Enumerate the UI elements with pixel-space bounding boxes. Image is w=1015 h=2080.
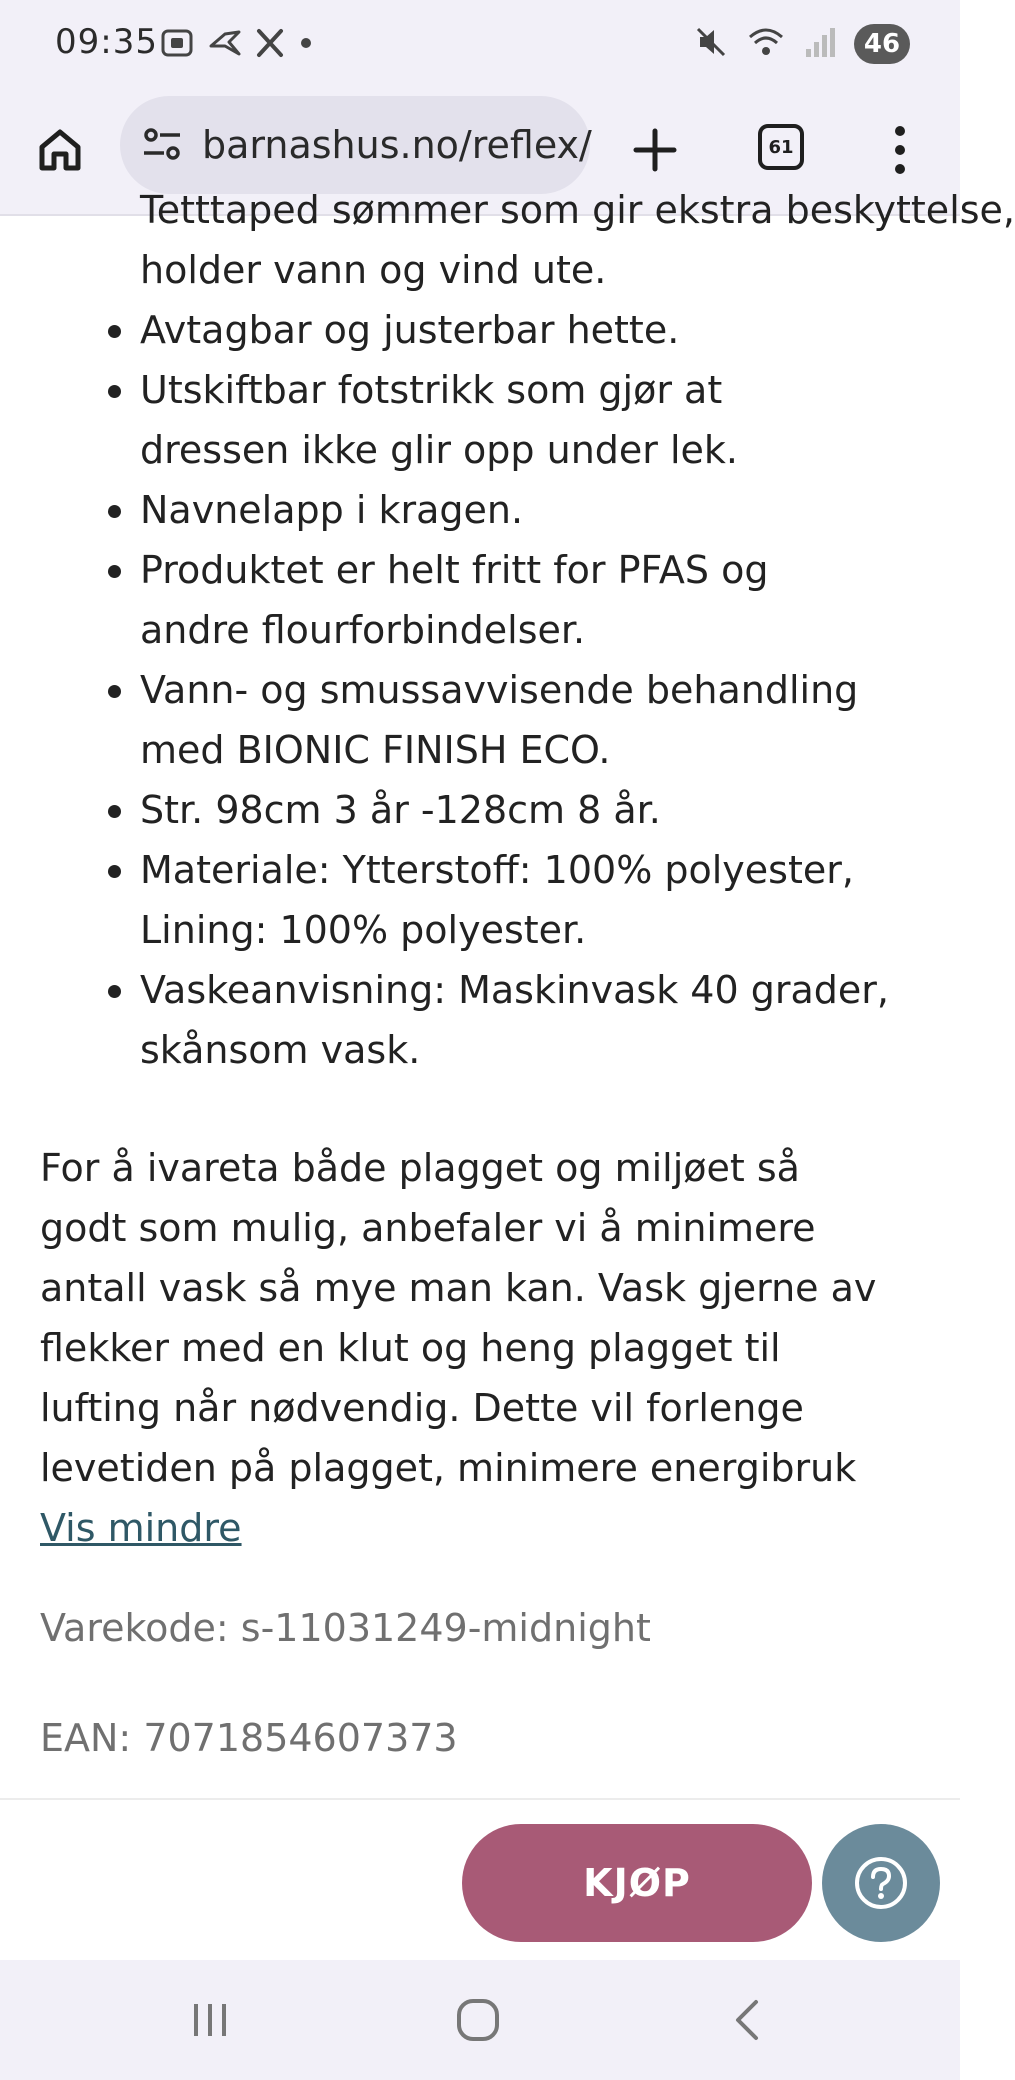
paragraph-line: flekker med en klut og heng plagget til — [40, 1326, 781, 1370]
back-button[interactable] — [718, 1990, 778, 2050]
wifi-icon — [746, 25, 786, 63]
ean-code: EAN: 7071854607373 — [40, 1716, 458, 1760]
help-button[interactable] — [822, 1824, 940, 1942]
product-description — [0, 188, 1015, 1798]
mute-icon — [694, 25, 728, 63]
paragraph-line: levetiden på plagget, minimere energibruk — [40, 1446, 857, 1490]
product-code: Varekode: s-11031249-midnight — [40, 1606, 651, 1650]
feature-item — [0, 840, 960, 900]
feature-list — [0, 240, 960, 1080]
feature-item — [0, 900, 960, 960]
feature-text: Navnelapp i kragen. — [140, 488, 524, 532]
plus-icon — [632, 127, 678, 173]
x-app-icon — [256, 28, 284, 62]
menu-dot — [895, 126, 905, 136]
status-system-icons — [694, 24, 910, 64]
feature-item — [0, 300, 960, 360]
recents-icon — [188, 1998, 232, 2042]
url-text: barnashus.no/reflex/ — [202, 123, 592, 167]
feature-item — [0, 600, 960, 660]
tab-switcher-button[interactable]: 61 — [758, 124, 804, 170]
feature-item — [0, 780, 960, 840]
bullet-icon — [108, 385, 121, 398]
back-chevron-icon — [726, 1998, 770, 2042]
status-notification-icons — [160, 28, 314, 62]
home-icon — [35, 125, 85, 175]
feature-item — [0, 660, 960, 720]
bullet-icon — [108, 565, 121, 578]
feature-item — [0, 360, 960, 420]
home-circle-icon — [454, 1996, 502, 2044]
show-less-link[interactable]: Vis mindre — [40, 1506, 242, 1550]
buy-button[interactable]: KJØP — [462, 1824, 812, 1942]
screenshot-icon — [160, 28, 194, 62]
signal-icon — [804, 25, 836, 63]
paragraph-line: For å ivareta både plagget og miljøet så — [40, 1146, 800, 1190]
clipped-feature-line: Tetttaped sømmer som gir ekstra beskyttelse, — [140, 188, 1015, 232]
new-tab-button[interactable] — [625, 120, 685, 180]
bullet-icon — [108, 805, 121, 818]
status-bar — [0, 0, 960, 88]
bullet-icon — [108, 685, 121, 698]
feature-text: skånsom vask. — [140, 1028, 421, 1072]
home-button[interactable] — [30, 120, 90, 180]
bullet-icon — [108, 985, 121, 998]
feature-text: Vaskeanvisning: Maskinvask 40 grader, — [140, 968, 889, 1012]
recent-apps-button[interactable] — [180, 1990, 240, 2050]
feature-text: Materiale: Ytterstoff: 100% polyester, — [140, 848, 854, 892]
care-paragraph — [40, 1138, 920, 1498]
system-navigation-bar — [0, 1960, 960, 2080]
more-options-button[interactable] — [880, 120, 920, 180]
feature-text: Lining: 100% polyester. — [140, 908, 587, 952]
paragraph-line: antall vask så mye man kan. Vask gjerne av — [40, 1266, 877, 1310]
question-icon — [853, 1855, 909, 1911]
feature-item — [0, 1020, 960, 1080]
home-nav-button[interactable] — [448, 1990, 508, 2050]
feature-item — [0, 960, 960, 1020]
feature-text: Utskiftbar fotstrikk som gjør at — [140, 368, 723, 412]
feature-item — [0, 480, 960, 540]
feature-text: holder vann og vind ute. — [140, 248, 607, 292]
feature-text: Vann- og smussavvisende behandling — [140, 668, 859, 712]
menu-dot — [895, 164, 905, 174]
status-time: 09:35 — [55, 22, 158, 62]
purchase-bar — [0, 1798, 960, 1960]
battery-indicator: 46 — [854, 24, 910, 64]
bullet-icon — [108, 325, 121, 338]
bullet-icon — [108, 505, 121, 518]
feature-text: andre flourforbindelser. — [140, 608, 586, 652]
bird-app-icon — [208, 28, 242, 62]
feature-text: dressen ikke glir opp under lek. — [140, 428, 738, 472]
feature-text: Produktet er helt fritt for PFAS og — [140, 548, 769, 592]
dot-icon — [298, 35, 314, 55]
feature-text: Str. 98cm 3 år -128cm 8 år. — [140, 788, 661, 832]
feature-item — [0, 540, 960, 600]
paragraph-line: godt som mulig, anbefaler vi å minimere — [40, 1206, 816, 1250]
site-settings-icon[interactable] — [140, 123, 184, 167]
bullet-icon — [108, 865, 121, 878]
feature-item — [0, 720, 960, 780]
menu-dot — [895, 145, 905, 155]
feature-text: Avtagbar og justerbar hette. — [140, 308, 680, 352]
feature-item — [0, 240, 960, 300]
paragraph-line: lufting når nødvendig. Dette vil forlenge — [40, 1386, 804, 1430]
feature-item — [0, 420, 960, 480]
feature-text: med BIONIC FINISH ECO. — [140, 728, 611, 772]
